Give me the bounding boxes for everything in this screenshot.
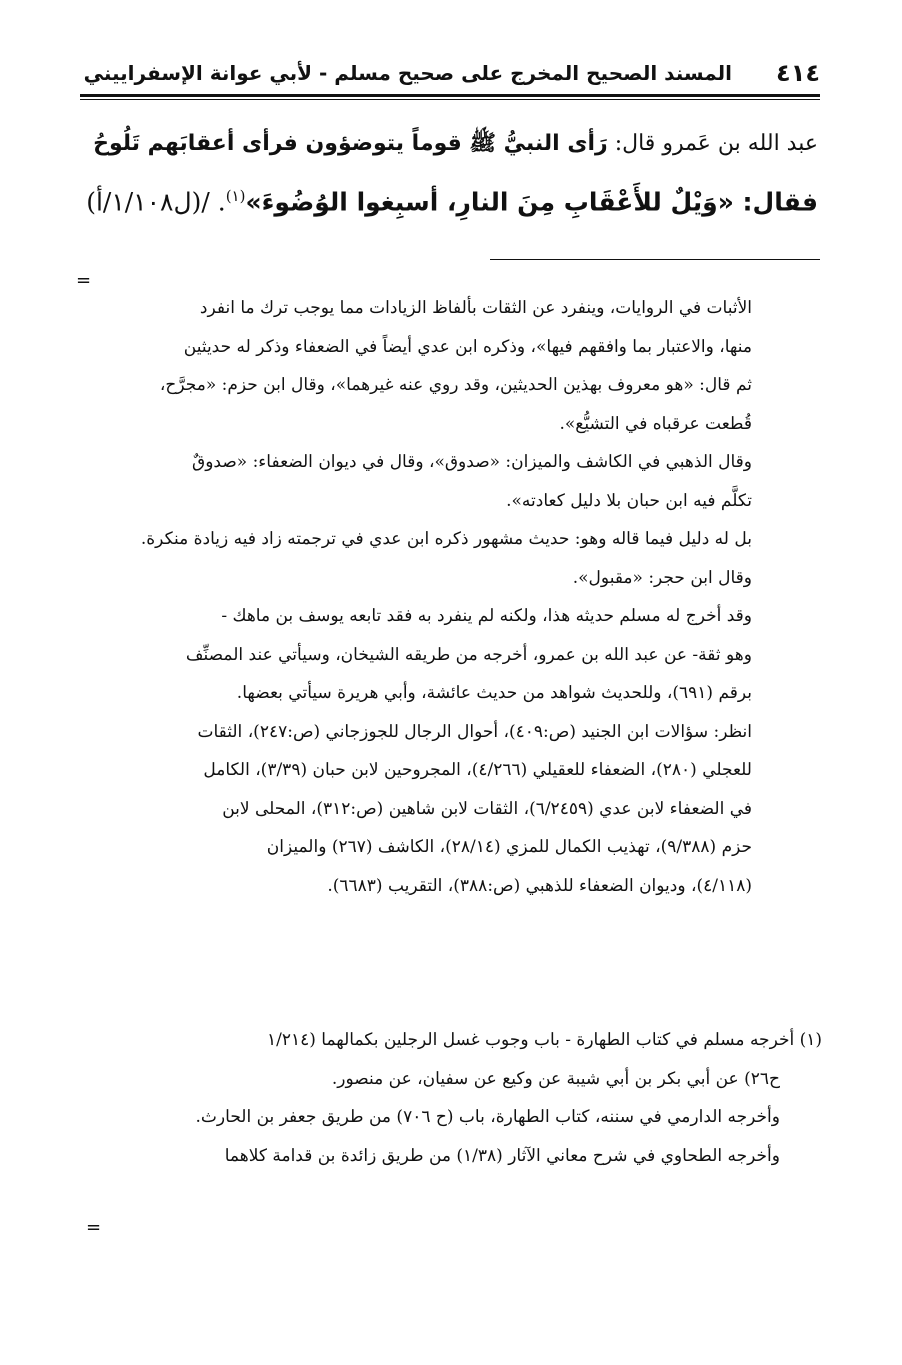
main-line-2 (80, 170, 818, 222)
note-line: قُطعت عرقباه في التشيُّع». (559, 413, 752, 434)
footnote-line: ح٢٦) عن أبي بكر بن أبي شيبة عن وكيع عن سفيان، عن منصور. (331, 1068, 780, 1089)
page-header (80, 58, 820, 88)
note-line: منها، والاعتبار بما وافقهم فيها»، وذكره ابن عدي أيضاً في الضعفاء وذكر له حديثين (183, 336, 752, 357)
header-rule-thick (80, 94, 820, 97)
note-line: وقد أخرج له مسلم حديثه هذا، ولكنه لم ينفرد به فقد تابعه يوسف بن ماهك - (221, 606, 752, 626)
note-line: (٤/١١٨)، وديوان الضعفاء للذهبي (ص:٣٨٨)، التقريب (٦٦٨٣). (327, 875, 752, 896)
continuation-mark-bottom: = (86, 1217, 102, 1238)
main-line-1-plain: عبد الله بن عَمرو قال: (607, 131, 818, 156)
main-line-1-bold: رَأى النبيُّ ﷺ قوماً يتوضؤون فرأى أعقابَهم تَلُوحُ (93, 131, 608, 156)
note-line: برقم (٦٩١)، وللحديث شواهد من حديث عائشة، وأبي هريرة سيأتي بعضها. (236, 683, 752, 703)
footnote-ref-1: (١) (225, 187, 246, 205)
note-line: الأثبات في الروايات، وينفرد عن الثقات بألفاظ الزيادات مما يوجب ترك ما انفرد (199, 298, 752, 318)
continuation-mark-top: = (76, 270, 92, 291)
footnote-continuation (80, 289, 752, 905)
footnote-1 (80, 1021, 822, 1175)
note-line: وقال الذهبي في الكاشف والميزان: «صدوق»، وقال في ديوان الضعفاء: «صدوقٌ (192, 452, 752, 472)
note-line: وقال ابن حجر: «مقبول». (572, 567, 752, 588)
manuscript-ref: . /(ل١/١٠٨/أ) (86, 187, 226, 217)
footnote-separator (490, 259, 820, 260)
note-line: للعجلي (٢٨٠)، الضعفاء للعقيلي (٤/٢٦٦)، المجروحين لابن حبان (٣/٣٩)، الكامل (203, 760, 752, 780)
note-line: في الضعفاء لابن عدي (٦/٢٤٥٩)، الثقات لابن شاهين (ص:٣١٢)، المحلى لابن (222, 798, 752, 819)
main-line-1 (80, 118, 818, 170)
note-line: بل له دليل فيما قاله وهو: حديث مشهور ذكره ابن عدي في ترجمته زاد فيه زيادة منكرة. (140, 529, 752, 549)
note-line: وهو ثقة- عن عبد الله بن عمرو، أخرجه من طريقه الشيخان، وسيأتي عند المصنِّف (185, 644, 752, 665)
running-title: المسند الصحيح المخرج على صحيح مسلم - لأبي عوانة الإسفراييني (83, 61, 732, 85)
note-line: انظر: سؤالات ابن الجنيد (ص:٤٠٩)، أحوال الرجال للجوزجاني (ص:٢٤٧)، الثقات (197, 721, 752, 742)
page-number: ٤١٤ (776, 59, 820, 87)
footnote-line: وأخرجه الدارمي في سننه، كتاب الطهارة، باب (ح ٧٠٦) من طريق جعفر بن الحارث. (195, 1107, 780, 1127)
header-rule-thin (80, 99, 820, 100)
footnote-line: وأخرجه الطحاوي في شرح معاني الآثار (١/٣٨) من طريق زائدة بن قدامة كلاهما (224, 1145, 780, 1166)
main-line-2-bold: فقال: «وَيْلٌ للأَعْقَابِ مِنَ النارِ، أسبِغوا الوُضُوءَ» (245, 187, 818, 217)
note-line: تكلَّم فيه ابن حبان بلا دليل كعادته». (506, 490, 752, 511)
footnote-line: (١) أخرجه مسلم في كتاب الطهارة - باب وجوب غسل الرجلين بكمالهما (١/٢١٤ (266, 1030, 822, 1050)
note-line: حزم (٩/٣٨٨)، تهذيب الكمال للمزي (٢٨/١٤)، الكاشف (٢٦٧) والميزان (266, 837, 752, 857)
note-line: ثم قال: «هو معروف بهذين الحديثين، وقد روي عنه غيرهما»، وقال ابن حزم: «مجرَّح، (159, 375, 752, 395)
main-text (80, 118, 818, 222)
